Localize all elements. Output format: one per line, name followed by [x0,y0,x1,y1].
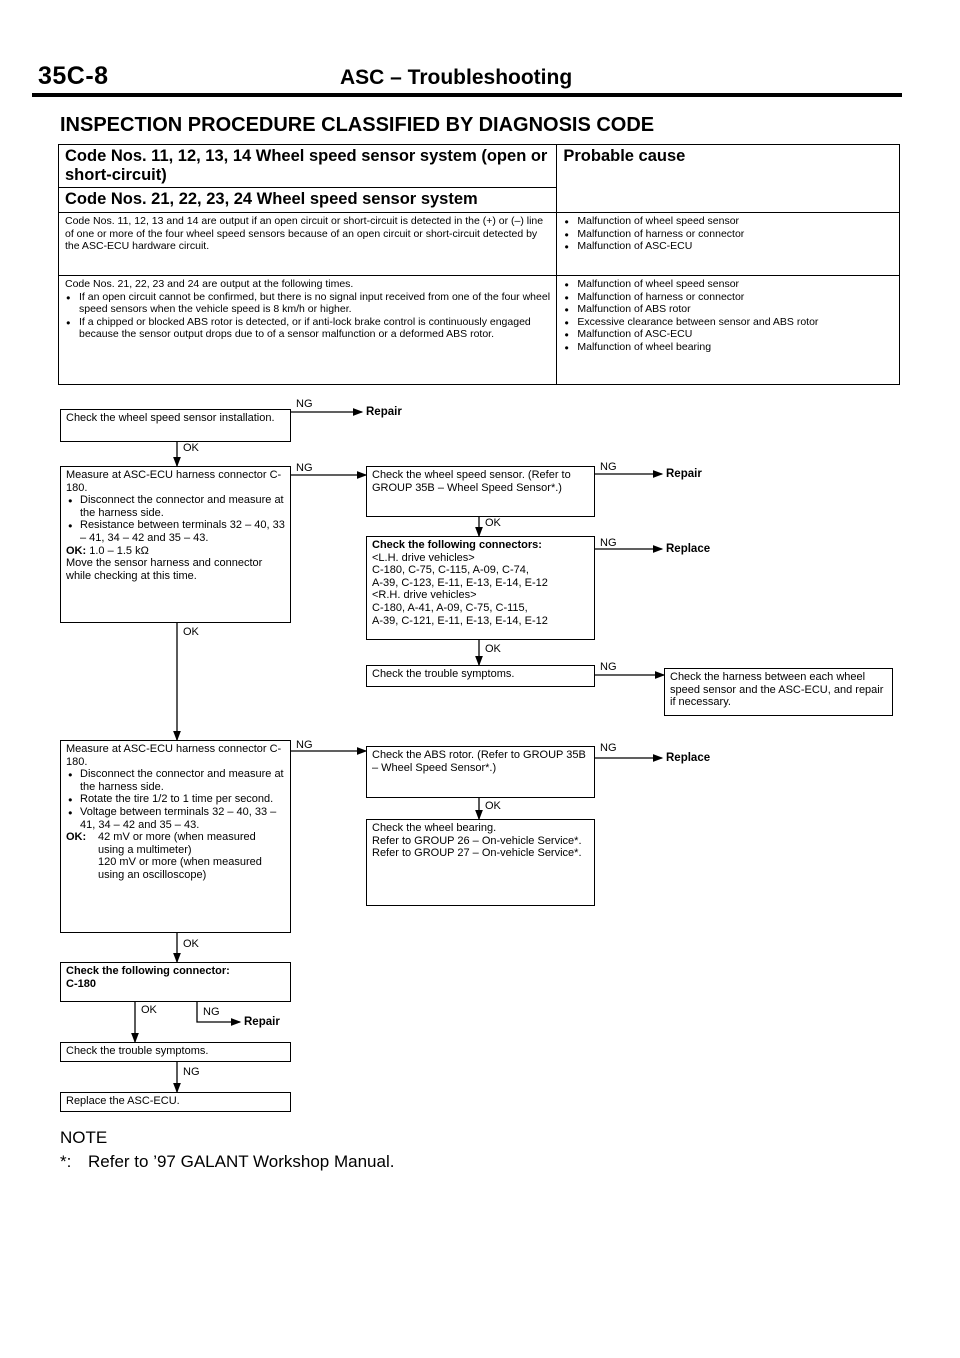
note-text [60,1152,394,1172]
cause-item: ● Malfunction of ASC-ECU [577,328,893,341]
step-item: ● Resistance between terminals 32 – 40, 33 – 41, 34 – 42 and 35 – 43. [80,519,285,544]
connector-line: A-39, C-121, E-11, E-13, E-14, E-12 [372,614,548,627]
page-title: INSPECTION PROCEDURE CLASSIFIED BY DIAGNOSIS CODE [60,114,655,136]
ok-value: 42 mV or more (when measured using a multimeter) [98,831,256,856]
ok-label: OK [485,800,501,812]
step-item: ● Disconnect the connector and measure at the harness side. [80,494,285,519]
ng-label: NG [600,661,617,673]
ok-label: OK [485,517,501,529]
result-replace: Replace [666,752,711,764]
cause-item: ● Excessive clearance between sensor and ABS rotor [577,316,893,329]
step-check-trouble-symptoms-2: Check the trouble symptoms. [60,1042,291,1062]
cause-item: ● Malfunction of wheel speed sensor [577,278,893,291]
step-item: ● Rotate the tire 1/2 to 1 time per second. [80,793,285,806]
code-description-1: Code Nos. 11, 12, 13 and 14 are output if an open circuit or short-circuit is detected in the (+) or (–) line of one or more of the four wheel speed sensors because of an open circuit or short-circuit detected by the ASC-ECU hardware circuit. [59,213,557,276]
cause-item: ● Malfunction of ASC-ECU [577,240,893,253]
arrow-ng-1 [290,412,362,421]
cause-item: ● Malfunction of harness or connector [577,291,893,304]
ok-label: OK [141,1004,157,1016]
cause-item: ● Malfunction of wheel bearing [577,341,893,354]
arrow-ng-2 [290,475,366,480]
step-check-connector-c180 [60,962,291,1002]
ng-label: NG [600,537,617,549]
ok-label: OK [485,643,501,655]
step-check-wheel-bearing [366,819,595,906]
ng-label: NG [296,462,313,474]
step-note: Move the sensor harness and connector while checking at this time. [66,557,263,582]
step-title: Check the following connectors: [372,539,542,551]
ng-label: NG [600,461,617,473]
ok-label: OK [183,938,199,950]
note-title: NOTE [60,1128,108,1147]
step-check-connectors [366,536,595,640]
step-line: Refer to GROUP 26 – On-vehicle Service*. [372,834,582,847]
arrow-ng-3 [594,474,662,479]
step-line: Refer to GROUP 27 – On-vehicle Service*. [372,847,582,860]
arrow-ng-6 [594,675,664,680]
step-measure-resistance [60,466,291,623]
step-check-harness: Check the harness between each wheel speed sensor and the ASC-ECU, and repair if necessary. [664,668,893,716]
result-repair: Repair [366,406,402,418]
ng-label: NG [296,398,313,410]
ok-label: OK: [66,831,87,844]
cause-item: ● Malfunction of harness or connector [577,228,893,241]
step-title: Check the following connector: [66,965,230,977]
step-replace-asc-ecu: Replace the ASC-ECU. [60,1092,291,1112]
ok-label: OK [183,626,199,638]
cause-header: Probable cause [557,145,900,213]
ng-label: NG [183,1066,200,1078]
note-mark: *: [60,1152,72,1171]
result-repair: Repair [244,1016,280,1028]
code-header-2: Code Nos. 21, 22, 23, 24 Wheel speed sensor system [59,188,557,213]
step-check-abs-rotor: Check the ABS rotor. (Refer to GROUP 35B – Wheel Speed Sensor*.) [366,746,595,798]
note-body: Refer to ’97 GALANT Workshop Manual. [88,1152,395,1171]
connector-line: <R.H. drive vehicles> [372,589,477,602]
description-intro: Code Nos. 21, 22, 23 and 24 are output at the following times. [65,278,354,290]
ng-label: NG [296,739,313,751]
step-check-sensor-installation: Check the wheel speed sensor installation. [60,409,291,442]
step-title: Measure at ASC-ECU harness connector C-180. [66,743,282,768]
ok-label: OK: [66,544,87,557]
result-replace: Replace [666,543,711,555]
connector-line: A-39, C-123, E-11, E-13, E-14, E-12 [372,576,548,589]
page-number: 35C-8 [38,62,109,90]
ng-label: NG [600,742,617,754]
step-check-wheel-speed-sensor: Check the wheel speed sensor. (Refer to GROUP 35B – Wheel Speed Sensor*.) [366,466,595,517]
arrow-ng-7 [290,751,366,755]
step-measure-voltage [60,740,291,933]
description-item: ● If an open circuit cannot be confirmed, but there is no signal input received from one of the four wheel speed sensors when the vehicle speed is 8 km/h or higher. [79,291,550,316]
result-repair: Repair [666,468,702,480]
cause-item: ● Malfunction of ABS rotor [577,303,893,316]
ng-label: NG [203,1006,220,1018]
ok-value: 120 mV or more (when measured using an oscilloscope) [98,856,262,881]
section-title: ASC – Troubleshooting [340,66,573,89]
cause-item: ● Malfunction of wheel speed sensor [577,215,893,228]
ok-value: 1.0 – 1.5 kΩ [89,544,149,557]
code-header-1: Code Nos. 11, 12, 13, 14 Wheel speed sensor system (open or short-circuit) [59,145,557,188]
ok-label: OK [183,442,199,454]
step-item: ● Voltage between terminals 32 – 40, 33 – 41, 34 – 42 and 35 – 43. [80,806,285,831]
step-item: ● Disconnect the connector and measure at the harness side. [80,768,285,793]
connector-code: C-180 [66,977,96,990]
description-item: ● If a chipped or blocked ABS rotor is detected, or if anti-lock brake control is continuously engaged because the sensor output drops due to of a sensor malfunction or a deformed ABS rotor. [79,316,550,341]
step-title: Measure at ASC-ECU harness connector C-180. [66,469,282,494]
connector-line: C-180, A-41, A-09, C-75, C-115, [372,601,528,614]
connector-line: C-180, C-75, C-115, A-09, C-74, [372,564,529,577]
step-check-trouble-symptoms-1: Check the trouble symptoms. [366,665,595,687]
arrow-ng-8 [594,755,662,758]
step-line: Check the wheel bearing. [372,822,497,834]
connector-line: <L.H. drive vehicles> [372,551,475,564]
